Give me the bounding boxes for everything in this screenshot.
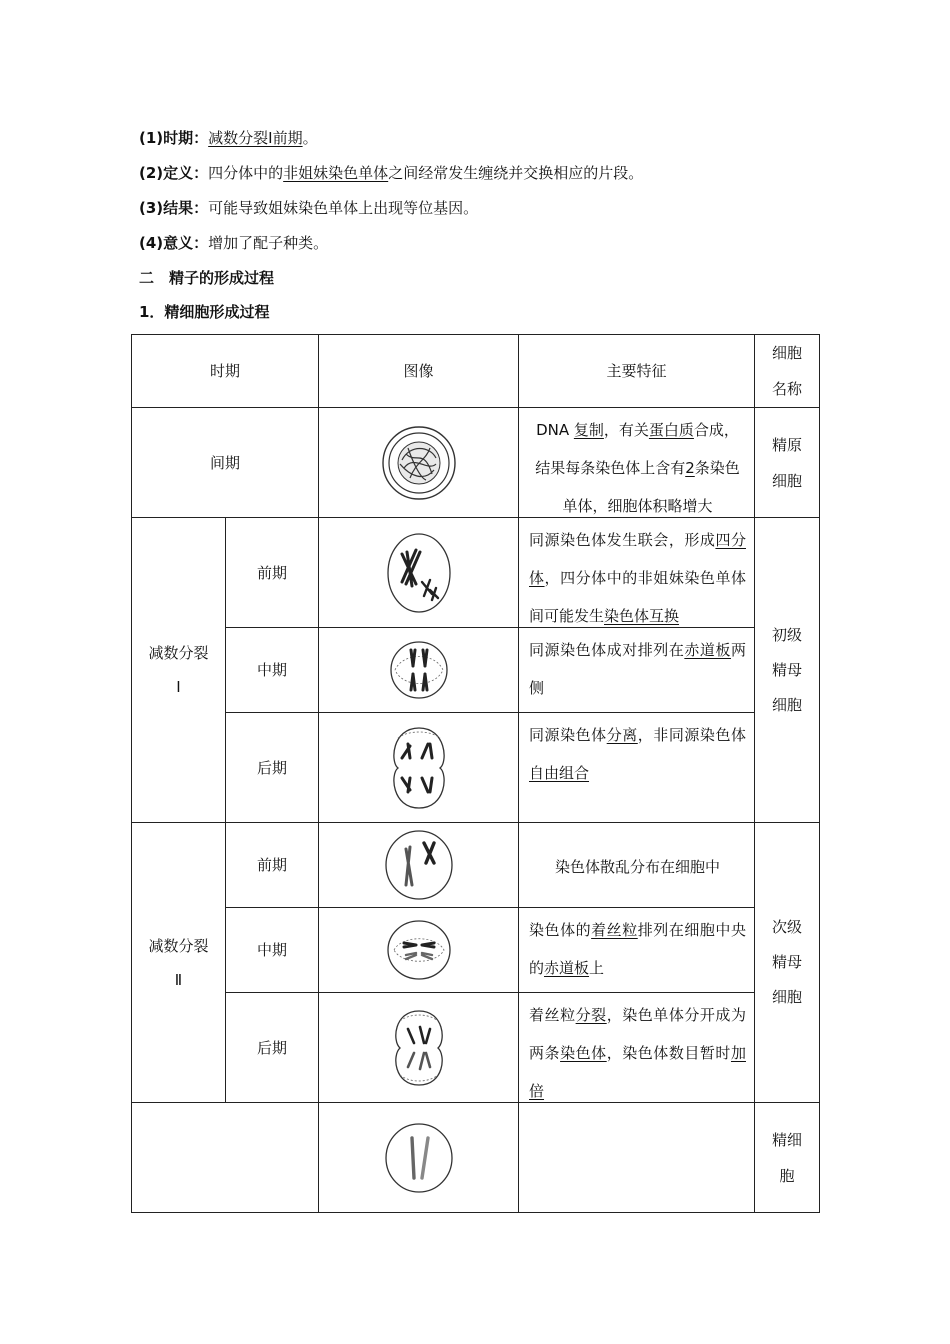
feature-text: 两侧 bbox=[529, 641, 746, 697]
cell-name-line: 细胞 bbox=[771, 695, 802, 714]
feature-text: 蛋白质 bbox=[648, 421, 694, 439]
spermatogenesis-table bbox=[131, 334, 820, 1214]
feature-text: 四分体 bbox=[529, 531, 746, 587]
header-cell-name bbox=[754, 334, 820, 408]
feature-text: 染色体互换 bbox=[604, 607, 680, 625]
spermatid-diagram bbox=[384, 1122, 454, 1194]
cell-name-line: 次级 bbox=[771, 918, 802, 936]
period-interphase: 间期 bbox=[131, 407, 319, 518]
feature-text: 着丝粒 bbox=[529, 1006, 576, 1024]
feature-text: 同源染色体发生联会，形成 bbox=[529, 531, 716, 549]
intro-text: 四分体中的 bbox=[208, 164, 284, 182]
feature-interphase bbox=[518, 407, 755, 518]
feature-text: 分离 bbox=[606, 726, 638, 744]
feature-text: 排列在细胞中央的 bbox=[529, 921, 746, 977]
image-m1-metaphase bbox=[318, 627, 519, 713]
m1-prophase-diagram bbox=[386, 532, 452, 614]
feature-m1-prophase bbox=[518, 517, 755, 628]
image-m1-prophase bbox=[318, 517, 519, 628]
intro-text: 可能导致姐妹染色单体上出现等位基因。 bbox=[208, 199, 479, 217]
header-period: 时期 bbox=[131, 334, 319, 408]
intro-line-4 bbox=[139, 233, 328, 253]
name-interphase bbox=[754, 407, 820, 518]
m1-metaphase-diagram bbox=[389, 640, 449, 700]
image-m1-anaphase bbox=[318, 712, 519, 823]
feature-text: ，有关 bbox=[603, 421, 649, 439]
feature-text: ，非同源染色体 bbox=[637, 726, 746, 744]
meiosis-label: Ⅱ bbox=[174, 970, 183, 989]
intro-line-2 bbox=[139, 163, 643, 183]
header-name-line: 细胞 bbox=[771, 344, 802, 362]
header-feature: 主要特征 bbox=[518, 334, 755, 408]
m1-anaphase-diagram bbox=[388, 726, 450, 810]
intro-label: (2)定义： bbox=[139, 164, 209, 182]
cell-name-line: 初级 bbox=[771, 625, 802, 644]
phase-m1-anaphase: 后期 bbox=[225, 712, 319, 823]
feature-text: ，四分体中的非姐妹染色单体间可能发生 bbox=[529, 569, 746, 625]
cell-name-line: 细胞 bbox=[771, 988, 802, 1006]
image-final bbox=[318, 1102, 519, 1213]
header-name-line: 名称 bbox=[771, 380, 802, 398]
image-m2-metaphase bbox=[318, 907, 519, 993]
phase-m2-prophase: 前期 bbox=[225, 822, 319, 908]
feature-text: ，染色体数目暂时 bbox=[606, 1044, 731, 1062]
m2-prophase-diagram bbox=[384, 829, 454, 901]
m2-anaphase-diagram bbox=[390, 1009, 448, 1087]
feature-text: 染色体 bbox=[560, 1044, 607, 1062]
intro-line-1 bbox=[139, 128, 318, 148]
phase-m1-prophase: 前期 bbox=[225, 517, 319, 628]
intro-text: 减数分裂Ⅰ前期 bbox=[208, 129, 303, 147]
period-meiosis-1 bbox=[131, 517, 226, 823]
intro-text: 增加了配子种类。 bbox=[208, 234, 329, 252]
feature-text: 自由组合 bbox=[529, 764, 590, 782]
m2-metaphase-diagram bbox=[386, 919, 452, 981]
feature-text: 加倍 bbox=[529, 1044, 746, 1100]
image-m2-anaphase bbox=[318, 992, 519, 1103]
cell-name-line: 胞 bbox=[779, 1166, 795, 1185]
name-meiosis-2 bbox=[754, 822, 820, 1103]
name-final bbox=[754, 1102, 820, 1213]
feature-final bbox=[518, 1102, 755, 1213]
subheading: 1．精细胞形成过程 bbox=[139, 303, 270, 321]
section-heading: 二 精子的形成过程 bbox=[139, 269, 275, 287]
phase-m2-metaphase: 中期 bbox=[225, 907, 319, 993]
feature-text: 合成，结果每条染色体上含有 bbox=[535, 421, 739, 477]
intro-label: (4)意义： bbox=[139, 234, 209, 252]
period-meiosis-2 bbox=[131, 822, 226, 1103]
feature-text: 上 bbox=[589, 959, 605, 977]
feature-m2-metaphase bbox=[518, 907, 755, 993]
intro-line-3 bbox=[139, 198, 478, 218]
period-final bbox=[131, 1102, 319, 1213]
feature-text: 染色体散乱分布在细胞中 bbox=[554, 857, 720, 876]
feature-text: 着丝粒 bbox=[591, 921, 638, 939]
intro-text: 非姐妹染色单体 bbox=[283, 164, 389, 182]
cell-name-line: 精母 bbox=[771, 953, 802, 971]
meiosis-label: 减数分裂 bbox=[148, 644, 209, 662]
header-image: 图像 bbox=[318, 334, 519, 408]
meiosis-label: Ⅰ bbox=[176, 678, 181, 696]
feature-m1-anaphase bbox=[518, 712, 755, 823]
feature-text: 同源染色体 bbox=[529, 726, 607, 744]
interphase-cell-diagram bbox=[380, 424, 458, 502]
feature-text: ，染色单体分开成为两条 bbox=[529, 1006, 746, 1062]
cell-name-line: 精母 bbox=[771, 660, 802, 679]
feature-text: 分裂 bbox=[575, 1006, 607, 1024]
cell-name-line: 细胞 bbox=[771, 471, 802, 490]
cell-name-line: 精原 bbox=[771, 435, 802, 454]
feature-m2-prophase bbox=[518, 822, 755, 908]
intro-text: 之间经常发生缠绕并交换相应的片段。 bbox=[388, 164, 644, 182]
image-m2-prophase bbox=[318, 822, 519, 908]
feature-m2-anaphase bbox=[518, 992, 755, 1103]
feature-m1-metaphase bbox=[518, 627, 755, 713]
phase-m2-anaphase: 后期 bbox=[225, 992, 319, 1103]
cell-name-line: 精细 bbox=[771, 1130, 802, 1149]
feature-text: DNA bbox=[536, 421, 574, 439]
name-meiosis-1 bbox=[754, 517, 820, 823]
feature-text: 2 bbox=[685, 459, 695, 477]
feature-text: 赤道板 bbox=[544, 959, 590, 977]
intro-label: (3)结果： bbox=[139, 199, 209, 217]
intro-text: 。 bbox=[302, 129, 318, 147]
feature-text: 赤道板 bbox=[684, 641, 731, 659]
feature-text: 复制 bbox=[573, 421, 604, 439]
feature-text: 条染色单体，细胞体积略增大 bbox=[562, 459, 740, 515]
feature-text: 同源染色体成对排列在 bbox=[529, 641, 685, 659]
intro-label: (1)时期： bbox=[139, 129, 209, 147]
meiosis-label: 减数分裂 bbox=[148, 936, 209, 955]
feature-text: 染色体的 bbox=[529, 921, 592, 939]
phase-m1-metaphase: 中期 bbox=[225, 627, 319, 713]
image-interphase bbox=[318, 407, 519, 518]
